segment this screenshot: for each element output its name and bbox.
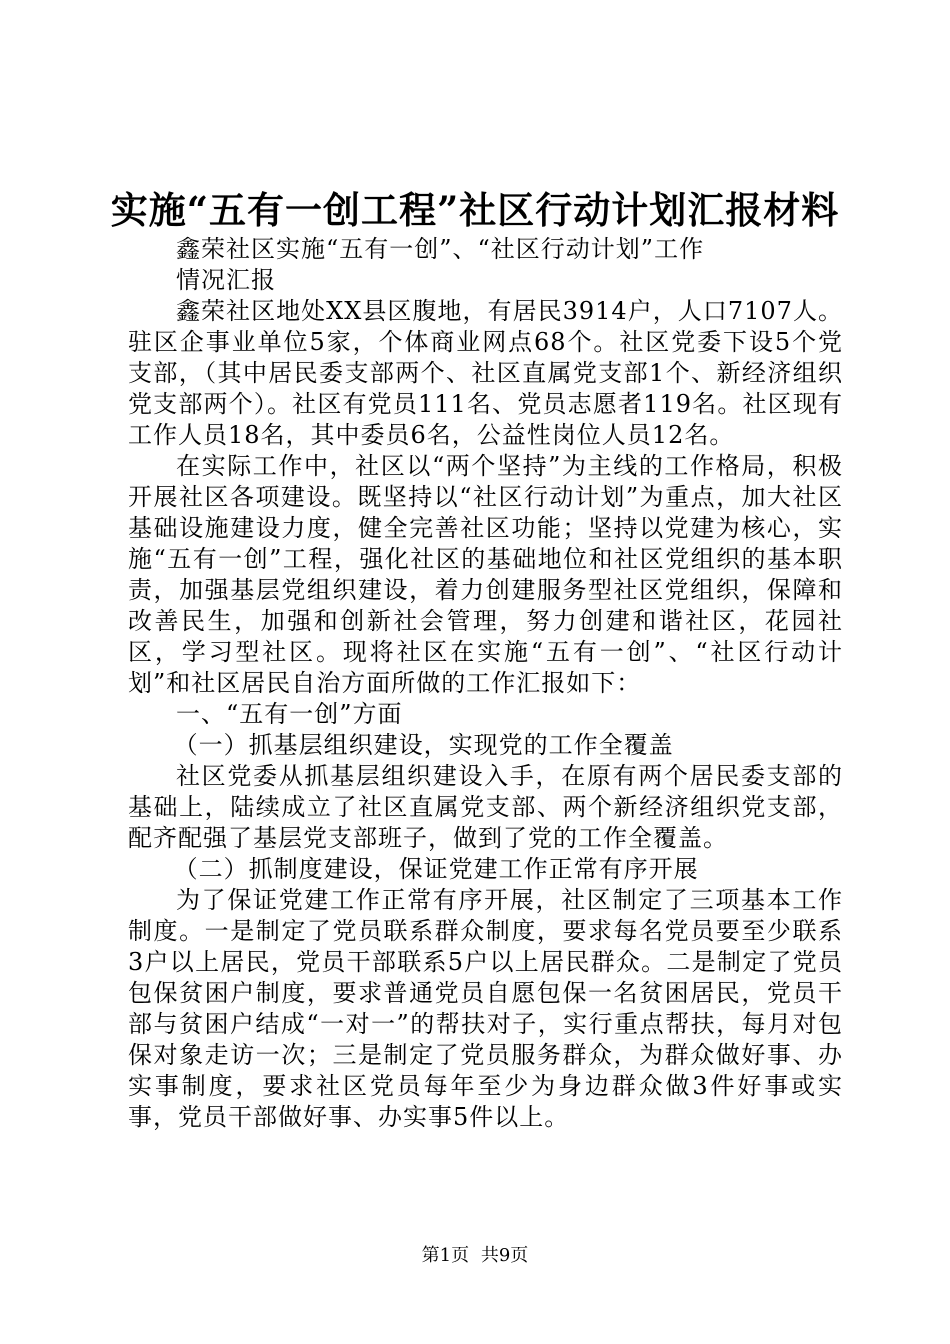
document-title: 实施“五有一创工程”社区行动计划汇报材料 [110, 188, 840, 232]
paragraph: 情况汇报 [176, 266, 276, 294]
paragraph: 为了保证党建工作正常有序开展，社区制定了三项基本工作制度。一是制定了党员联系群众制度，要求每名党员要至少联系3户以上居民，党员干部联系5户以上居民群众。二是制定了党员包保贫困户制度，要求普通党员自愿包保一名贫困居民，党员干部与贫困户结成“一对一”的帮扶对子，实行重点帮扶，每月对包保对象走访一次；三是制定了党员服务群众，为群众做好事、办实事制度，要求社区党员每年至少为身边群众做3件好事或实事，党员干部做好事、办实事5件以上。 [128, 886, 843, 1131]
subsection-heading: （一）抓基层组织建设，实现党的工作全覆盖 [173, 731, 674, 759]
paragraph: 社区党委从抓基层组织建设入手，在原有两个居民委支部的基础上，陆续成立了社区直属党支部、两个新经济组织党支部，配齐配强了基层党支部班子，做到了党的工作全覆盖。 [128, 762, 843, 852]
paragraph: 鑫荣社区地处XX县区腹地，有居民3914户，人口7107人。驻区企事业单位5家，个体商业网点68个。社区党委下设5个党支部，（其中居民委支部两个、社区直属党支部1个、新经济组织党支部两个）。社区有党员111名、党员志愿者119名。社区现有工作人员18名，其中委员6名，公益性岗位人员12名。 [128, 297, 843, 449]
page-total: 共9页 [480, 1245, 529, 1266]
page-footer [0, 1244, 950, 1268]
section-heading: 一、“五有一创”方面 [176, 700, 403, 728]
paragraph: 在实际工作中，社区以“两个坚持”为主线的工作格局，积极开展社区各项建设。既坚持以“社区行动计划”为重点，加大社区基础设施建设力度，健全完善社区功能；坚持以党建为核心，实施“五有一创”工程，强化社区的基础地位和社区党组织的基本职责，加强基层党组织建设，着力创建服务型社区党组织，保障和改善民生，加强和创新社会管理，努力创建和谐社区，花园社区，学习型社区。现将社区在实施“五有一创”、“社区行动计划”和社区居民自治方面所做的工作汇报如下： [128, 452, 843, 697]
paragraph: 鑫荣社区实施“五有一创”、“社区行动计划”工作 [176, 235, 705, 263]
subsection-heading: （二）抓制度建设，保证党建工作正常有序开展 [173, 855, 699, 883]
page-number: 第1页 [421, 1245, 470, 1266]
document-body [128, 234, 843, 1133]
